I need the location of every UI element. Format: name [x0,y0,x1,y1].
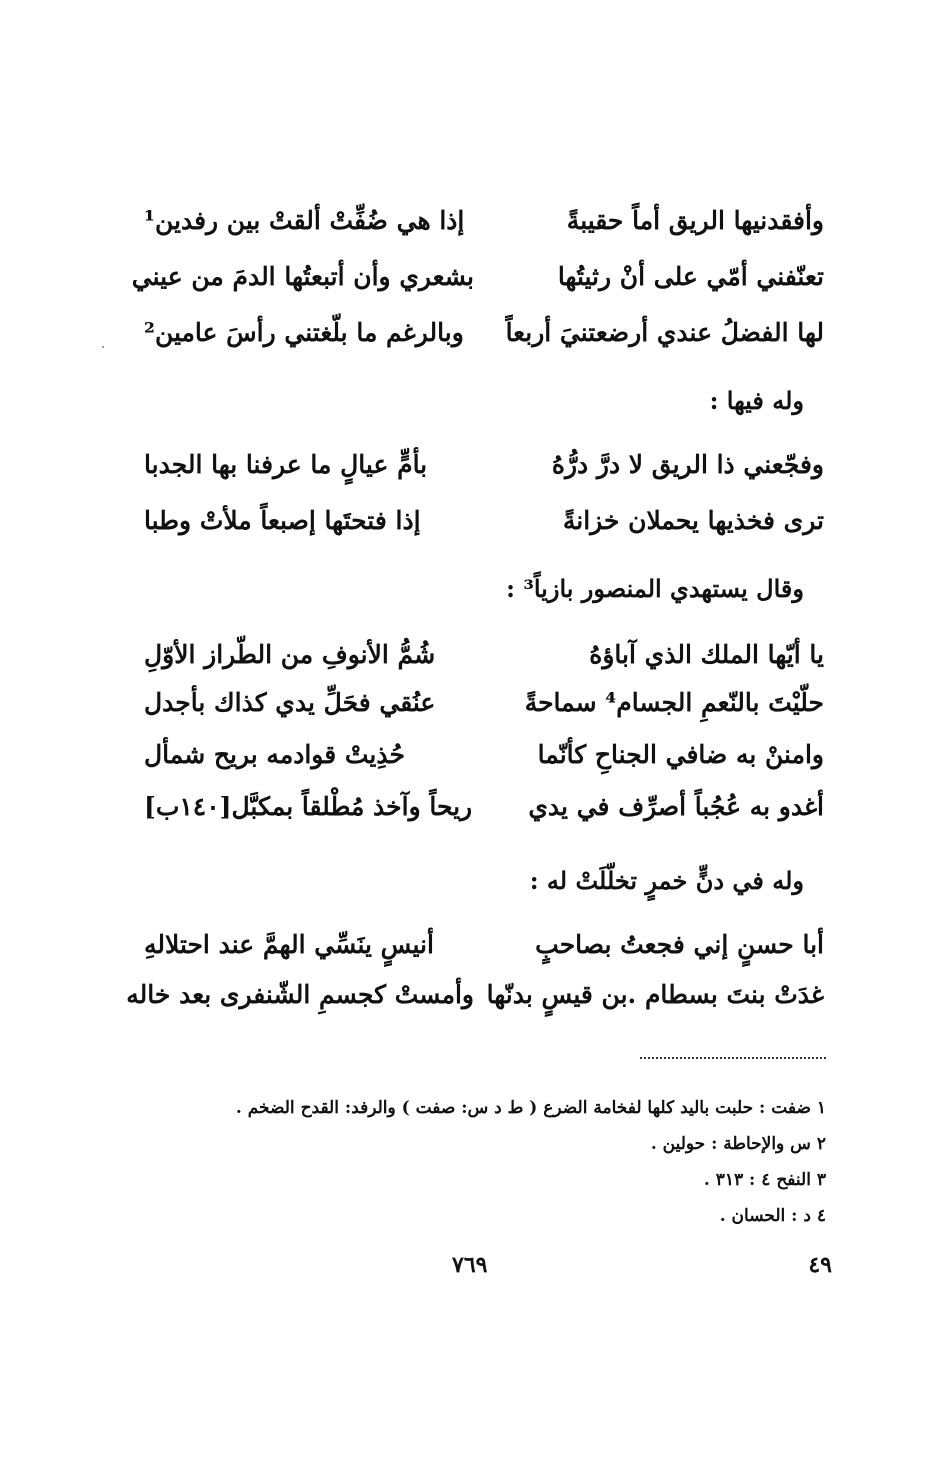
verse-second-hemistich: حُذِيتْ قوادمه بريح شمأل [144,740,405,769]
verse-second-hemistich: بشعري وأن أتبعتُها الدمَ من عيني [131,262,474,291]
verse-first-hemistich: أغدو به عُجُباً أصرِّف في يدي [528,792,824,821]
verse-first-hemistich: وفجّعني ذا الريق لا درَّ درُّهُ [551,450,824,479]
verse-second-hemistich: شُمُّ الأنوفِ من الطّراز الأوّلِ [144,640,436,669]
poem-heading: وله فيها : [709,386,804,415]
verse-line [131,262,824,291]
footnote-separator [640,1057,826,1059]
verse-first-hemistich: وامننْ به ضافي الجناحِ كأنّما [537,740,824,769]
verse-first-hemistich: تعنّفني أمّي على أنْ رثيتُها [557,262,824,291]
verse-line [144,930,824,959]
footnote: ١ ضفت : حلبت باليد كلها لفخامة الضرع ( ط د س: صفت ) والرفد: القدح الضخم . [235,1098,826,1118]
poem-heading: وله في دنٍّ خمرٍ تخلّلَتْ له : [529,866,804,895]
verse-first-hemistich: يا أيّها الملك الذي آباؤهُ [589,640,824,669]
verse-first-hemistich: أبا حسنٍ إني فجعتُ بصاحبٍ [535,930,824,959]
footnote: ٢ س والإحاطة : حولين . [650,1134,826,1154]
verse-second-hemistich: إذا فتحتَها إصبعاً ملأتْ وطبا [144,506,421,535]
poem-heading: وقال يستهدي المنصور بازياً³ : [506,574,804,603]
verse-first-hemistich: حلّيْتَ بالنّعمِ الجسام⁴ سماحةً [524,688,824,717]
verse-second-hemistich: وبالرغم ما بلّغتني رأسَ عامين² [144,318,464,347]
verse-second-hemistich: عنُقي فحَلِّ يدي كذاك بأجدل [144,688,436,717]
verse-line [144,318,824,347]
verse-first-hemistich: غدَتْ بنتَ بسطام .بن قيسٍ بدنّها [486,980,824,1009]
verse-line [126,980,824,1009]
verse-second-hemistich: أنيسٍ ينَسِّي الهمَّ عند احتلالهِ [144,930,434,959]
footnote: ٣ النفح ٤ : ٣١٣ . [703,1170,826,1190]
footnote: ٤ د : الحسان . [719,1206,826,1226]
verse-line [144,640,824,669]
verse-line [144,450,824,479]
verse-line [144,740,824,769]
margin-speck [102,346,104,348]
verse-line [144,506,824,535]
verse-line [144,206,824,235]
verse-line [144,792,824,821]
verse-first-hemistich: ترى فخذيها يحملان خزانةً [562,506,824,535]
verse-second-hemistich: بأمٍّ عيالٍ ما عرفنا بها الجدبا [144,450,428,479]
page-number-center: ٧٦٩ [452,1252,488,1278]
page-number-right: ٤٩ [808,1252,832,1278]
verse-line [144,688,824,717]
verse-first-hemistich: وأفقدنيها الريق أماً حقيبةً [566,206,824,235]
verse-second-hemistich: ريحاً وآخذ مُطْلقاً بمكبَّل[١٤٠ب] [144,792,473,821]
verse-first-hemistich: لها الفضلُ عندي أرضعتنيَ أربعاً [505,318,824,347]
verse-second-hemistich: إذا هي ضُفِّتْ ألقتْ بين رفدين¹ [144,206,465,235]
verse-second-hemistich: وأمستْ كجسمِ الشّنفرى بعد خاله [126,980,474,1009]
